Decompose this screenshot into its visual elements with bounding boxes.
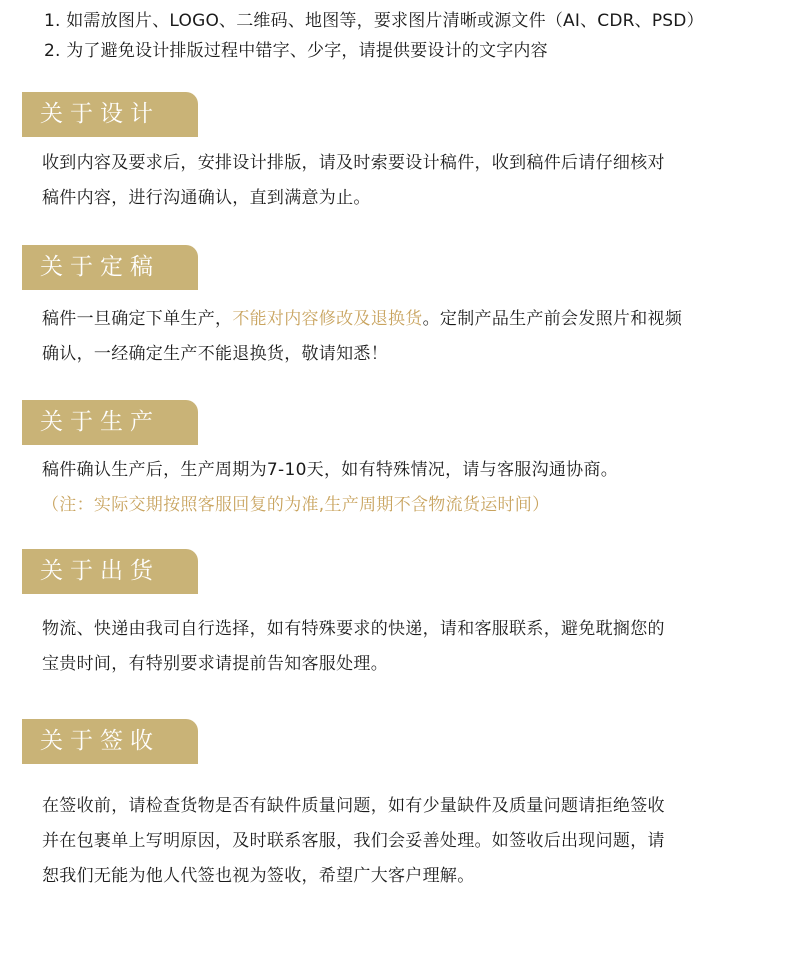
- intro-line-2: 2. 为了避免设计排版过程中错字、少字，请提供要设计的文字内容: [44, 41, 548, 61]
- shipping-line-2: 宝贵时间，有特别要求请提前告知客服处理。: [42, 654, 388, 674]
- intro-notes: [44, 6, 704, 66]
- section-title-production: 关于生产: [22, 400, 198, 445]
- receipt-line-2: 并在包裹单上写明原因，及时联系客服，我们会妥善处理。如签收后出现问题，请: [42, 831, 665, 851]
- section-body-design: [42, 146, 772, 216]
- section-title-design: 关于设计: [22, 92, 198, 137]
- section-body-receipt: [42, 789, 772, 894]
- section-body-shipping: [42, 612, 772, 682]
- design-line-1: 收到内容及要求后，安排设计排版，请及时索要设计稿件，收到稿件后请仔细核对: [42, 153, 665, 173]
- section-body-production: [42, 453, 772, 523]
- section-title-finalize: 关于定稿: [22, 245, 198, 290]
- production-line-1: 稿件确认生产后，生产周期为7-10天，如有特殊情况，请与客服沟通协商。: [42, 460, 619, 480]
- design-line-2: 稿件内容，进行沟通确认，直到满意为止。: [42, 188, 371, 208]
- finalize-highlight: 不能对内容修改及退换货: [232, 309, 423, 329]
- shipping-line-1: 物流、快递由我司自行选择，如有特殊要求的快递，请和客服联系，避免耽搁您的: [42, 619, 665, 639]
- finalize-line-1: [42, 302, 772, 337]
- section-title-shipping: 关于出货: [22, 549, 198, 594]
- production-note: （注：实际交期按照客服回复的为准,生产周期不含物流货运时间）: [42, 495, 550, 515]
- receipt-line-1: 在签收前，请检查货物是否有缺件质量问题，如有少量缺件及质量问题请拒绝签收: [42, 796, 665, 816]
- finalize-line-1-after: 。定制产品生产前会发照片和视频: [422, 309, 683, 329]
- section-body-finalize: [42, 302, 772, 372]
- finalize-line-2: 确认，一经确定生产不能退换货，敬请知悉！: [42, 344, 388, 364]
- section-title-receipt: 关于签收: [22, 719, 198, 764]
- receipt-line-3: 恕我们无能为他人代签也视为签收，希望广大客户理解。: [42, 866, 475, 886]
- intro-line-1: 1. 如需放图片、LOGO、二维码、地图等，要求图片清晰或源文件（AI、CDR、PSD）: [44, 11, 704, 31]
- finalize-line-1-before: 稿件一旦确定下单生产，: [42, 309, 233, 329]
